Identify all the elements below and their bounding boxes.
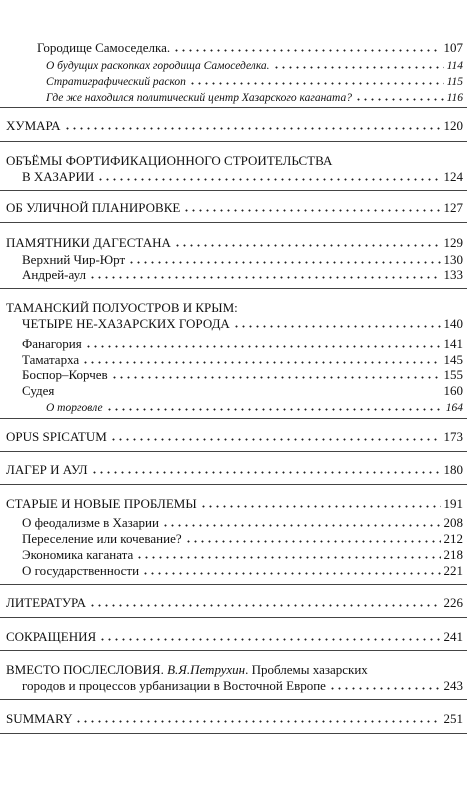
toc-entry-title: СТАРЫЕ И НОВЫЕ ПРОБЛЕМЫ — [6, 496, 197, 511]
toc-entry-page: 160 — [443, 383, 463, 398]
toc-entry[interactable] — [46, 89, 463, 106]
toc-entry-page: 212 — [443, 531, 463, 546]
toc-entry-title: Стратиграфический раскоп — [46, 76, 186, 88]
toc-entry-title: В ХАЗАРИИ — [22, 169, 95, 184]
dot-leader — [136, 547, 440, 559]
toc-entry[interactable] — [22, 252, 463, 267]
toc-entry-page: 140 — [443, 316, 463, 331]
dot-leader — [273, 57, 444, 69]
toc-entry[interactable] — [22, 352, 463, 367]
divider — [0, 190, 467, 191]
divider — [0, 484, 467, 485]
toc-entry-title-line — [6, 662, 368, 677]
toc-entry[interactable] — [37, 40, 463, 55]
toc-entry-page: 173 — [443, 429, 463, 444]
toc-entry-title-line: ТАМАНСКИЙ ПОЛУОСТРОВ И КРЫМ: — [6, 300, 238, 315]
toc-entry-title: О будущих раскопках городища Самоседелка. — [46, 60, 270, 72]
toc-entry[interactable] — [6, 200, 463, 215]
toc-entry-page: 129 — [443, 235, 463, 250]
divider — [0, 107, 467, 108]
toc-entry[interactable] — [22, 547, 463, 562]
dot-leader — [85, 336, 441, 348]
author-name: В.Я.Петрухин — [167, 662, 246, 677]
toc-entry-page: 116 — [446, 92, 463, 104]
dot-leader — [106, 399, 443, 411]
afterword-title: ВМЕСТО ПОСЛЕСЛОВИЯ. — [6, 662, 164, 677]
toc-entry-page: 208 — [443, 515, 463, 530]
dot-leader — [111, 367, 441, 379]
dot-leader — [233, 316, 441, 328]
toc-entry-title: Переселение или кочевание? — [22, 531, 182, 546]
dot-leader — [110, 429, 441, 441]
toc-entry[interactable] — [22, 336, 463, 351]
dot-leader — [89, 267, 440, 279]
dot-leader — [162, 515, 441, 527]
dot-leader — [89, 595, 441, 607]
divider — [0, 733, 467, 734]
toc-entry[interactable] — [22, 267, 463, 282]
toc-entry-page: 226 — [443, 595, 463, 610]
toc-entry-page: 191 — [443, 496, 463, 511]
toc-entry-page: 124 — [443, 169, 463, 184]
divider — [0, 288, 467, 289]
toc-entry-page: 133 — [443, 267, 463, 282]
toc-entry-title: Городище Самоседелка. — [37, 40, 171, 55]
toc-entry[interactable] — [6, 629, 463, 644]
toc-entry[interactable] — [22, 515, 463, 530]
toc-entry-page: 141 — [443, 336, 463, 351]
toc-entry-title: Андрей-аул — [22, 267, 87, 282]
toc-entry-title: городов и процессов урбанизации в Восточной Европе — [22, 678, 326, 693]
dot-leader — [128, 252, 440, 264]
toc-entry-page: 107 — [443, 40, 463, 55]
toc-entry-title: ЛАГЕР И АУЛ — [6, 462, 88, 477]
dot-leader — [99, 629, 440, 641]
dot-leader — [189, 73, 444, 85]
dot-leader — [200, 496, 441, 508]
toc-entry-page: 180 — [443, 462, 463, 477]
toc-entry-page: 155 — [443, 367, 463, 382]
toc-entry[interactable] — [22, 531, 463, 546]
toc-entry-page: 114 — [446, 60, 463, 72]
toc-entry-title: Экономика каганата — [22, 547, 134, 562]
dot-leader — [64, 118, 441, 130]
toc-entry-title: Судея — [22, 383, 55, 398]
toc-entry[interactable] — [46, 73, 463, 90]
dot-leader — [97, 169, 440, 181]
toc-entry-page: 241 — [443, 629, 463, 644]
toc-entry-page: 120 — [443, 118, 463, 133]
toc-entry[interactable] — [6, 235, 463, 250]
divider — [0, 584, 467, 585]
toc-entry-page: 127 — [443, 200, 463, 215]
divider — [0, 451, 467, 452]
toc-entry-title: ЧЕТЫРЕ НЕ-ХАЗАРСКИХ ГОРОДА — [22, 316, 230, 331]
dot-leader — [75, 711, 440, 723]
toc-entry-page: 243 — [443, 678, 463, 693]
dot-leader — [355, 89, 444, 101]
toc-entry-page: 164 — [445, 402, 463, 414]
toc-entry[interactable] — [6, 711, 463, 726]
toc-entry-title: OPUS SPICATUM — [6, 429, 107, 444]
toc-entry-title: ХУМАРА — [6, 118, 61, 133]
toc-entry[interactable] — [22, 383, 463, 398]
dot-leader — [142, 563, 440, 575]
toc-entry[interactable] — [6, 429, 463, 444]
toc-entry-title: SUMMARY — [6, 711, 73, 726]
toc-entry-page: 145 — [443, 352, 463, 367]
dot-leader — [91, 462, 441, 474]
toc-entry-title: СОКРАЩЕНИЯ — [6, 629, 97, 644]
toc-entry-title: О государственности — [22, 563, 140, 578]
dot-leader — [183, 200, 440, 212]
divider — [0, 699, 467, 700]
divider — [0, 617, 467, 618]
toc-entry-page: 218 — [443, 547, 463, 562]
divider — [0, 418, 467, 419]
toc-entry[interactable] — [22, 169, 463, 184]
toc-entry-page: 130 — [443, 252, 463, 267]
toc-entry[interactable] — [6, 496, 463, 511]
toc-entry-title: Где же находился политический центр Хазарского каганата? — [46, 92, 352, 104]
toc-entry-page: 221 — [443, 563, 463, 578]
toc-entry[interactable] — [46, 399, 463, 416]
toc-entry-title: Таматарха — [22, 352, 80, 367]
dot-leader — [174, 235, 441, 247]
toc-entry-title-line: ОБЪЁМЫ ФОРТИФИКАЦИОННОГО СТРОИТЕЛЬСТВА — [6, 153, 333, 168]
divider — [0, 222, 467, 223]
toc-entry[interactable] — [46, 57, 463, 74]
divider — [0, 650, 467, 651]
toc-entry-title: О торговле — [46, 402, 103, 414]
toc-entry-title: ОБ УЛИЧНОЙ ПЛАНИРОВКЕ — [6, 200, 181, 215]
dot-leader — [82, 352, 440, 364]
toc-entry[interactable] — [22, 316, 463, 331]
toc-entry[interactable] — [22, 367, 463, 382]
toc-entry[interactable] — [6, 595, 463, 610]
dot-leader — [185, 531, 441, 543]
toc-entry-title: О феодализме в Хазарии — [22, 515, 159, 530]
toc-entry-title: ПАМЯТНИКИ ДАГЕСТАНА — [6, 235, 171, 250]
toc-entry-title: Боспор–Корчев — [22, 367, 108, 382]
toc-entry[interactable] — [22, 678, 463, 693]
toc-entry-title: ЛИТЕРАТУРА — [6, 595, 86, 610]
dot-leader — [57, 383, 440, 395]
toc-entry-page: 115 — [446, 76, 463, 88]
toc-entry-title: Верхний Чир-Юрт — [22, 252, 126, 267]
toc-entry[interactable] — [6, 462, 463, 477]
dot-leader — [329, 678, 441, 690]
toc-entry[interactable] — [22, 563, 463, 578]
divider — [0, 141, 467, 142]
toc-entry[interactable] — [6, 118, 463, 133]
afterword-subtitle: . Проблемы хазарских — [245, 662, 368, 677]
toc-entry-page: 251 — [443, 711, 463, 726]
dot-leader — [173, 40, 440, 52]
toc-entry-title: Фанагория — [22, 336, 82, 351]
